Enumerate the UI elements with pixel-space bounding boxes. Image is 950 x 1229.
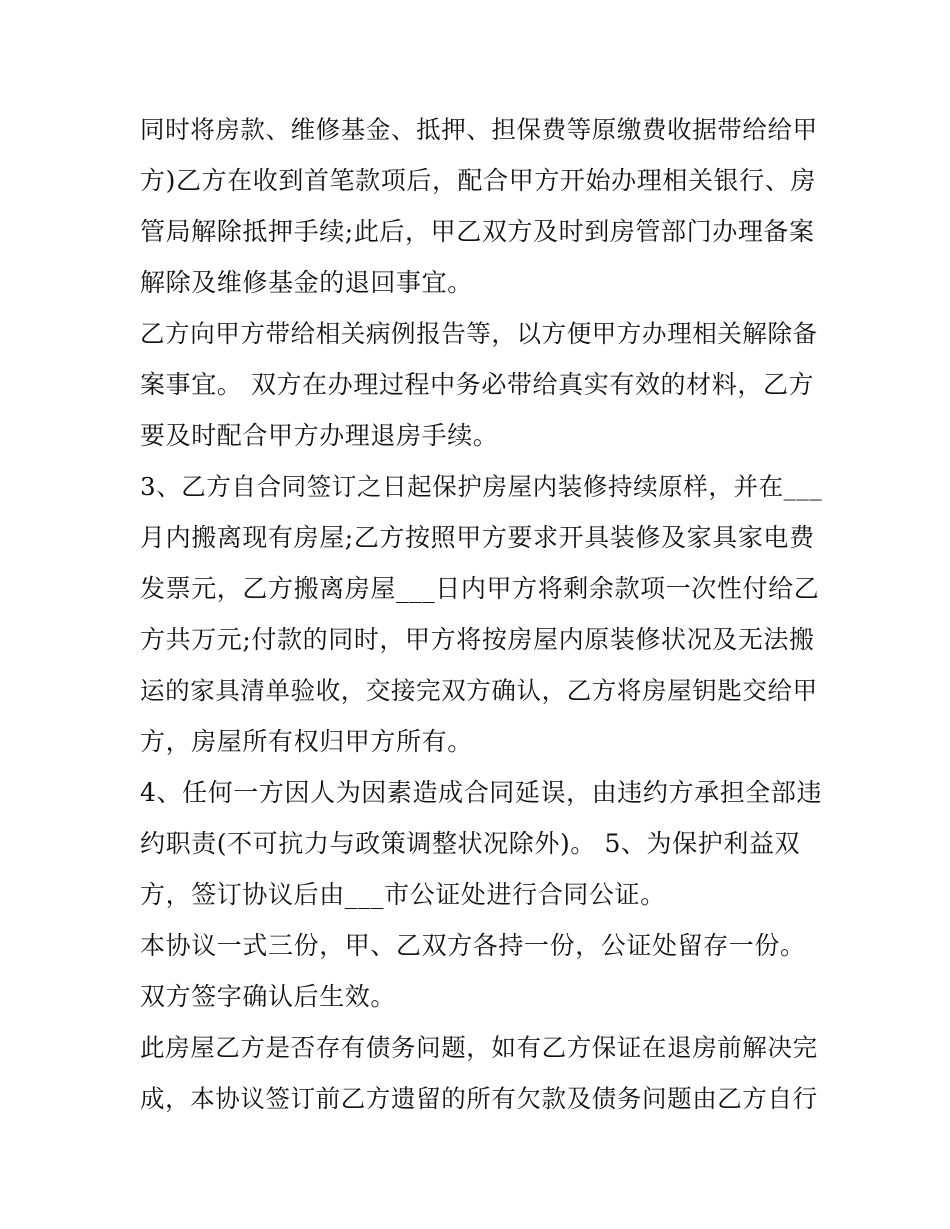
text-line: 同时将房款、维修基金、抵押、担保费等原缴费收据带给给甲 xyxy=(140,115,818,144)
text-line: 方共万元;付款的同时，甲方将按房屋内原装修状况及无法搬 xyxy=(140,625,815,654)
text-line: 运的家具清单验收，交接完双方确认，乙方将房屋钥匙交给甲 xyxy=(140,676,818,705)
text-line: 解除及维修基金的退回事宜。 xyxy=(140,268,473,297)
text-line: 要及时配合甲方办理退房手续。 xyxy=(140,421,499,450)
text-line: 方)乙方在收到首笔款项后，配合甲方开始办理相关银行、房 xyxy=(140,166,816,195)
text-line: 约职责(不可抗力与政策调整状况除外)。 5、为保护利益双 xyxy=(140,829,801,858)
text-line: 本协议一式三份，甲、乙双方各持一份，公证处留存一份。 xyxy=(140,931,806,960)
text-line: 乙方向甲方带给相关病例报告等，以方便甲方办理相关解除备 xyxy=(140,319,818,348)
text-line: 成，本协议签订前乙方遗留的所有欠款及债务问题由乙方自行 xyxy=(140,1084,818,1113)
text-line: 发票元，乙方搬离房屋___日内甲方将剩余款项一次性付给乙 xyxy=(140,574,820,603)
contract-body-text xyxy=(140,104,830,1124)
text-line: 管局解除抵押手续;此后，甲乙双方及时到房管部门办理备案 xyxy=(140,217,815,246)
text-line: 双方签字确认后生效。 xyxy=(140,982,397,1011)
text-line: 方，房屋所有权归甲方所有。 xyxy=(140,727,473,756)
text-line: 此房屋乙方是否存有债务问题，如有乙方保证在退房前解决完 xyxy=(140,1033,818,1062)
text-line: 案事宜。 双方在办理过程中务必带给真实有效的材料，乙方 xyxy=(140,370,815,399)
text-line: 方，签订协议后由___市公证处进行合同公证。 xyxy=(140,880,666,909)
text-line: 3、乙方自合同签订之日起保护房屋内装修持续原样，并在___ xyxy=(140,472,823,501)
text-line: 4、任何一方因人为因素造成合同延误，由违约方承担全部违 xyxy=(140,778,823,807)
text-line: 月内搬离现有房屋;乙方按照甲方要求开具装修及家具家电费 xyxy=(140,523,815,552)
